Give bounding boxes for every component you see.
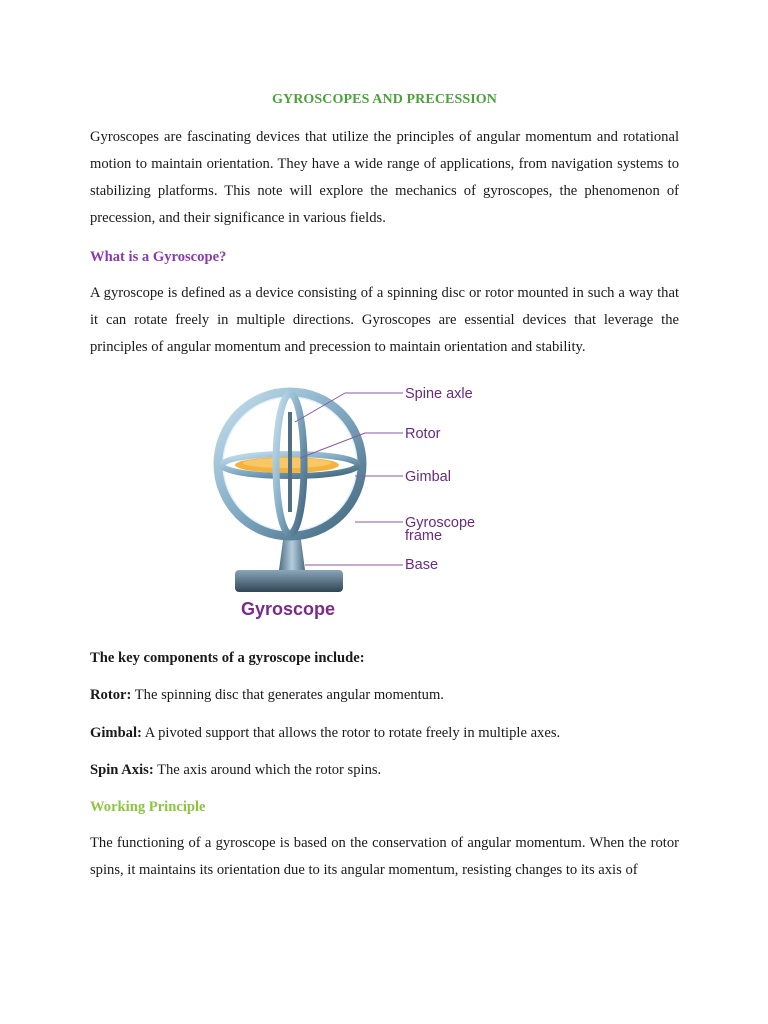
page-title: GYROSCOPES AND PRECESSION [272,92,497,107]
working-principle-paragraph: The functioning of a gyroscope is based on the conservation of angular momentum. When the rotor spins, it maintains its orientation due to its angular momentum, resisting changes to its axis of [90,835,679,878]
component-term: Rotor: [90,687,132,703]
component-desc: A pivoted support that allows the rotor to rotate freely in multiple axes. [144,725,561,741]
intro-paragraph: Gyroscopes are fascinating devices that utilize the principles of angular momentum and rotational motion to maintain orientation. They have a wide range of applications, from navigation systems to stabilizing platforms. This note will explore the mechanics of gyroscopes, the phenomenon of precession, and their significance in various fields. [90,129,679,226]
components-heading: The key components of a gyroscope include: [90,650,365,666]
component-desc: The spinning disc that generates angular momentum. [134,687,444,703]
component-term: Gimbal: [90,725,142,741]
component-desc: The axis around which the rotor spins. [157,762,382,778]
component-gimbal [90,723,560,743]
base-shape [235,570,343,592]
gyroscope-figure [205,372,505,627]
section-heading-working-principle: Working Principle [90,799,206,815]
section-heading-what-is: What is a Gyroscope? [90,249,227,265]
label-spine-axle: Spine axle [405,386,473,402]
label-base: Base [405,557,439,573]
gyroscope-illustration [205,372,505,597]
label-gyroscope-frame-line1: Gyroscope [405,515,476,531]
label-gimbal: Gimbal [405,469,451,485]
component-rotor [90,685,444,705]
label-rotor: Rotor [405,426,441,442]
figure-caption: Gyroscope [241,599,336,619]
component-term: Spin Axis: [90,762,154,778]
component-spin-axis [90,760,381,780]
definition-paragraph: A gyroscope is defined as a device consisting of a spinning disc or rotor mounted in such a way that it can rotate freely in multiple directions. Gyroscopes are essential devices that leverage the principles of angular momentum and precession to maintain orientation and stability. [90,285,679,355]
label-gyroscope-frame-line2: frame [405,528,443,544]
